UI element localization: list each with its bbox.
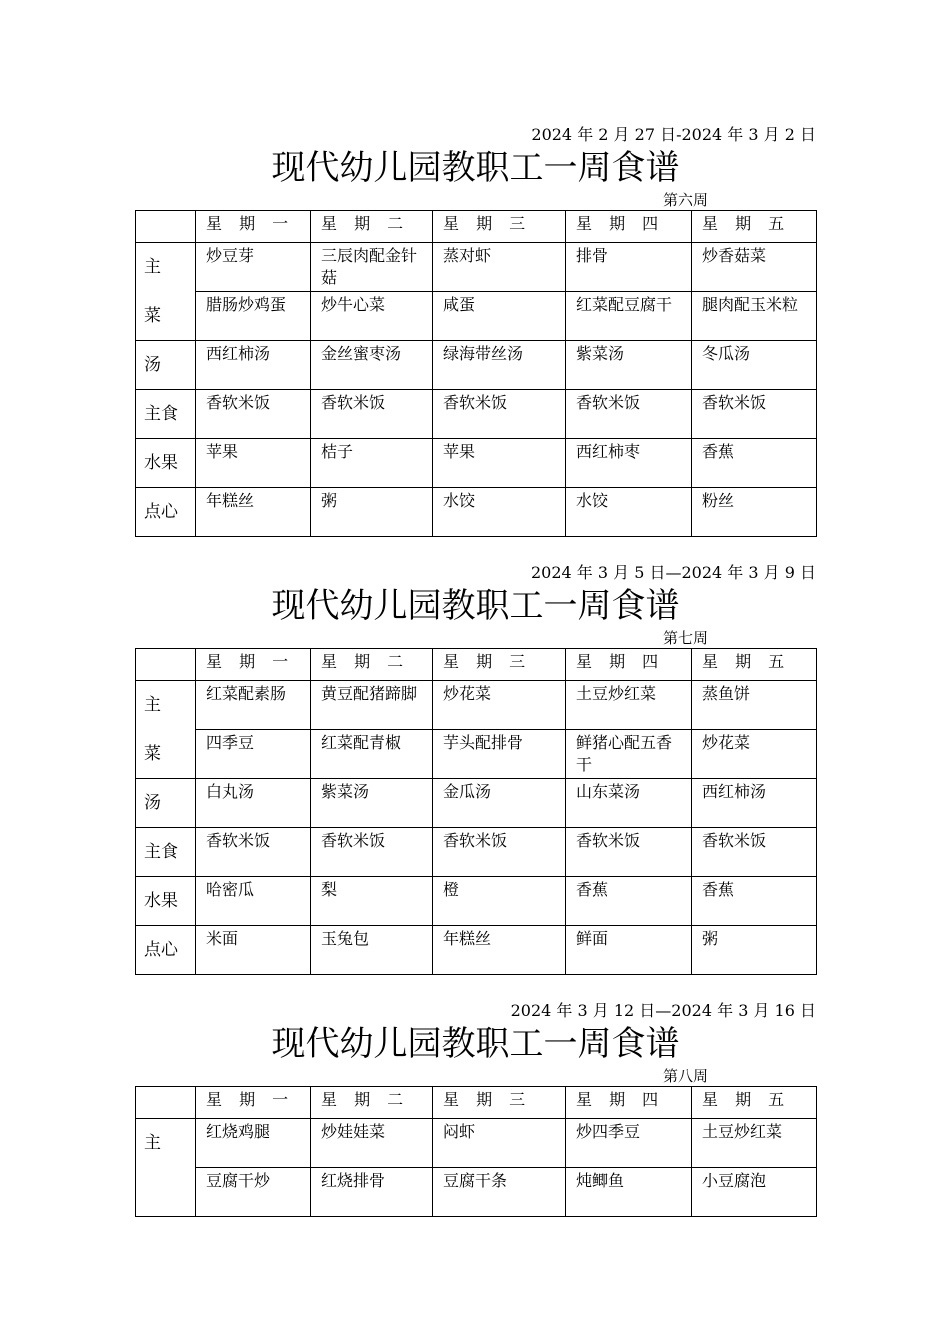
menu-cell: 金丝蜜枣汤 xyxy=(311,341,433,390)
menu-cell: 小豆腐泡 xyxy=(692,1168,817,1217)
menu-cell: 粥 xyxy=(311,488,433,537)
day-header: 星 期 二 xyxy=(311,1087,433,1119)
menu-table xyxy=(135,210,817,537)
menu-table xyxy=(135,1086,817,1217)
table-row xyxy=(136,243,817,292)
menu-cell: 香软米饭 xyxy=(311,390,433,439)
category-cell: 主食 xyxy=(136,390,196,439)
header-row xyxy=(136,649,817,681)
menu-cell: 白丸汤 xyxy=(196,779,311,828)
menu-cell: 绿海带丝汤 xyxy=(433,341,566,390)
date-range: 2024 年 3 月 12 日—2024 年 3 月 16 日 xyxy=(510,1001,816,1020)
menu-cell: 豆腐干炒 xyxy=(196,1168,311,1217)
menu-cell: 红烧排骨 xyxy=(311,1168,433,1217)
menu-cell: 三辰肉配金针菇 xyxy=(311,243,433,292)
week-label: 第八周 xyxy=(662,1067,708,1085)
day-header: 星 期 一 xyxy=(196,1087,311,1119)
day-header: 星 期 三 xyxy=(433,211,566,243)
table-row xyxy=(136,341,817,390)
date-range: 2024 年 3 月 5 日—2024 年 3 月 9 日 xyxy=(530,563,816,582)
day-header: 星 期 三 xyxy=(433,1087,566,1119)
menu-cell: 香软米饭 xyxy=(692,828,817,877)
menu-cell: 梨 xyxy=(311,877,433,926)
menu-cell: 粉丝 xyxy=(692,488,817,537)
day-header: 星 期 四 xyxy=(566,1087,692,1119)
category-cell: 主食 xyxy=(136,828,196,877)
menu-cell: 红菜配豆腐干 xyxy=(566,292,692,341)
menu-cell: 苹果 xyxy=(196,439,311,488)
day-header: 星 期 五 xyxy=(692,649,817,681)
category-cell: 汤 xyxy=(136,779,196,828)
table-row xyxy=(136,681,817,730)
category-cell: 水果 xyxy=(136,877,196,926)
menu-cell: 排骨 xyxy=(566,243,692,292)
category-cell xyxy=(136,1168,196,1217)
menu-cell: 豆腐干条 xyxy=(433,1168,566,1217)
day-header: 星 期 一 xyxy=(196,649,311,681)
menu-cell: 香软米饭 xyxy=(196,828,311,877)
category-cell: 水果 xyxy=(136,439,196,488)
table-row xyxy=(136,390,817,439)
menu-cell: 红菜配青椒 xyxy=(311,730,433,779)
category-cell: 点心 xyxy=(136,926,196,975)
menu-cell: 桔子 xyxy=(311,439,433,488)
table-row xyxy=(136,828,817,877)
category-cell: 主 xyxy=(136,1119,196,1168)
table-row xyxy=(136,292,817,341)
week-section xyxy=(135,1000,816,1217)
menu-cell: 芋头配排骨 xyxy=(433,730,566,779)
menu-cell: 水饺 xyxy=(433,488,566,537)
table-row xyxy=(136,877,817,926)
day-header: 星 期 二 xyxy=(311,211,433,243)
menu-cell: 炒四季豆 xyxy=(566,1119,692,1168)
category-cell: 主 xyxy=(136,681,196,730)
menu-cell: 四季豆 xyxy=(196,730,311,779)
menu-cell: 西红柿枣 xyxy=(566,439,692,488)
day-header: 星 期 二 xyxy=(311,649,433,681)
category-cell: 菜 xyxy=(136,730,196,779)
menu-cell: 腊肠炒鸡蛋 xyxy=(196,292,311,341)
table-row xyxy=(136,779,817,828)
menu-cell: 土豆炒红菜 xyxy=(566,681,692,730)
table-row xyxy=(136,926,817,975)
header-row xyxy=(136,1087,817,1119)
category-cell: 点心 xyxy=(136,488,196,537)
day-header: 星 期 三 xyxy=(433,649,566,681)
menu-cell: 香软米饭 xyxy=(692,390,817,439)
menu-cell: 粥 xyxy=(692,926,817,975)
menu-cell: 蒸对虾 xyxy=(433,243,566,292)
category-cell: 菜 xyxy=(136,292,196,341)
menu-cell: 山东菜汤 xyxy=(566,779,692,828)
menu-cell: 米面 xyxy=(196,926,311,975)
menu-cell: 香蕉 xyxy=(692,877,817,926)
menu-cell: 腿肉配玉米粒 xyxy=(692,292,817,341)
corner-cell xyxy=(136,1087,196,1119)
menu-cell: 金瓜汤 xyxy=(433,779,566,828)
menu-cell: 红烧鸡腿 xyxy=(196,1119,311,1168)
day-header: 星 期 五 xyxy=(692,1087,817,1119)
week-label: 第七周 xyxy=(662,629,708,647)
corner-cell xyxy=(136,211,196,243)
menu-cell: 年糕丝 xyxy=(433,926,566,975)
menu-cell: 炒豆芽 xyxy=(196,243,311,292)
page-title: 现代幼儿园教职工一周食谱 xyxy=(271,1024,680,1064)
menu-cell: 香软米饭 xyxy=(311,828,433,877)
menu-cell: 炖鲫鱼 xyxy=(566,1168,692,1217)
table-row xyxy=(136,488,817,537)
menu-cell: 鲜猪心配五香干 xyxy=(566,730,692,779)
menu-cell: 黄豆配猪蹄脚 xyxy=(311,681,433,730)
week-section xyxy=(135,124,816,537)
corner-cell xyxy=(136,649,196,681)
menu-cell: 鲜面 xyxy=(566,926,692,975)
menu-table xyxy=(135,648,817,975)
table-row xyxy=(136,1119,817,1168)
menu-cell: 紫菜汤 xyxy=(311,779,433,828)
menu-cell: 香软米饭 xyxy=(433,390,566,439)
date-range: 2024 年 2 月 27 日-2024 年 3 月 2 日 xyxy=(531,125,816,144)
menu-cell: 西红柿汤 xyxy=(692,779,817,828)
menu-cell: 炒花菜 xyxy=(433,681,566,730)
page-title: 现代幼儿园教职工一周食谱 xyxy=(271,586,680,626)
menu-cell: 闷虾 xyxy=(433,1119,566,1168)
day-header: 星 期 四 xyxy=(566,649,692,681)
table-row xyxy=(136,1168,817,1217)
week-label: 第六周 xyxy=(662,191,708,209)
menu-cell: 玉兔包 xyxy=(311,926,433,975)
menu-cell: 炒娃娃菜 xyxy=(311,1119,433,1168)
menu-cell: 香软米饭 xyxy=(566,828,692,877)
menu-cell: 苹果 xyxy=(433,439,566,488)
day-header: 星 期 一 xyxy=(196,211,311,243)
menu-cell: 土豆炒红菜 xyxy=(692,1119,817,1168)
menu-cell: 炒花菜 xyxy=(692,730,817,779)
menu-cell: 咸蛋 xyxy=(433,292,566,341)
menu-cell: 炒牛心菜 xyxy=(311,292,433,341)
category-cell: 主 xyxy=(136,243,196,292)
menu-cell: 炒香菇菜 xyxy=(692,243,817,292)
menu-cell: 红菜配素肠 xyxy=(196,681,311,730)
menu-cell: 香软米饭 xyxy=(566,390,692,439)
menu-cell: 紫菜汤 xyxy=(566,341,692,390)
menu-cell: 香软米饭 xyxy=(196,390,311,439)
menu-cell: 蒸鱼饼 xyxy=(692,681,817,730)
week-section xyxy=(135,562,816,975)
menu-cell: 香软米饭 xyxy=(433,828,566,877)
menu-cell: 哈密瓜 xyxy=(196,877,311,926)
menu-cell: 西红柿汤 xyxy=(196,341,311,390)
menu-cell: 橙 xyxy=(433,877,566,926)
day-header: 星 期 五 xyxy=(692,211,817,243)
day-header: 星 期 四 xyxy=(566,211,692,243)
menu-cell: 年糕丝 xyxy=(196,488,311,537)
page-title: 现代幼儿园教职工一周食谱 xyxy=(271,148,680,188)
menu-cell: 水饺 xyxy=(566,488,692,537)
table-row xyxy=(136,439,817,488)
menu-cell: 香蕉 xyxy=(566,877,692,926)
menu-cell: 冬瓜汤 xyxy=(692,341,817,390)
menu-cell: 香蕉 xyxy=(692,439,817,488)
category-cell: 汤 xyxy=(136,341,196,390)
header-row xyxy=(136,211,817,243)
table-row xyxy=(136,730,817,779)
